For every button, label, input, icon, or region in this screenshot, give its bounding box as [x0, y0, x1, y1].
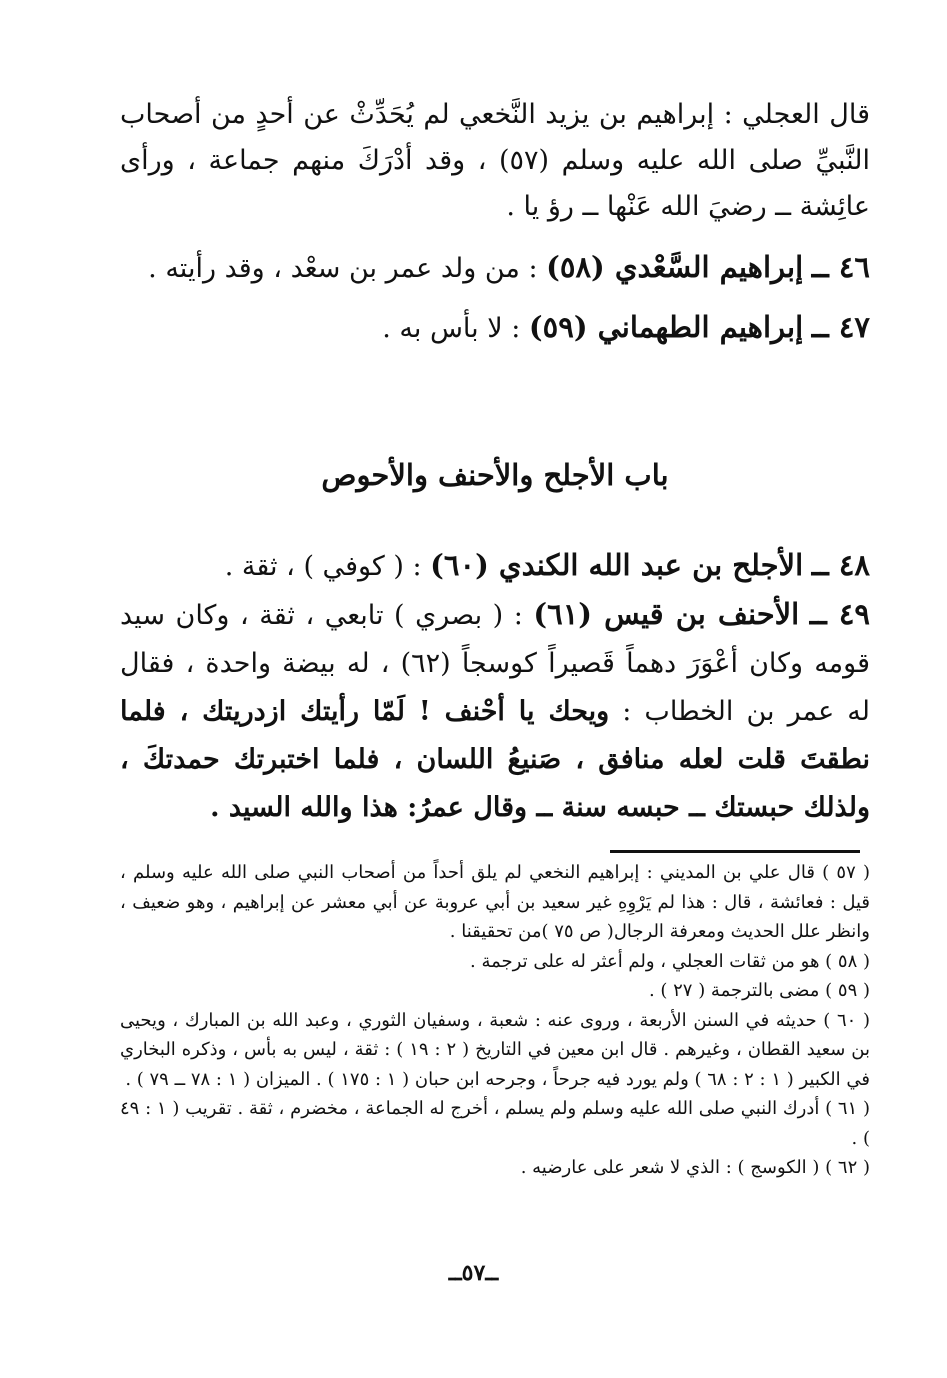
- entry-46: [120, 244, 870, 292]
- entry-48-name: الأجلح بن عبد الله الكندي (٦٠): [430, 548, 804, 582]
- entry-46-name: إبراهيم السَّعْدي (٥٨): [546, 250, 804, 284]
- entry-49-number: ٤٩ ــ: [809, 597, 870, 631]
- opening-paragraph: قال العجلي : إبراهيم بن يزيد النَّخعي لم يُحَدِّثْ عن أحدٍ من أصحاب النَّبيِّ صلى الله عليه وسلم (٥٧) ، وقد أدْرَكَ منهم جماعة ، ورأى عائِشة ــ رضيَ الله عَنْها ــ رؤ يا .: [120, 99, 871, 222]
- entry-46-description: : من ولد عمر بن سعْد ، وقد رأيته .: [148, 253, 538, 284]
- entry-48-number: ٤٨ ــ: [811, 548, 870, 582]
- entry-49: [120, 590, 870, 832]
- entry-47: [120, 304, 870, 352]
- footnote-60: ( ٦٠ ) حديثه في السنن الأربعة ، وروى عنه : شعبة ، وسفيان الثوري ، وعبد الله بن المبارك ، ويحيى بن سعيد القطان ، وغيرهم . قال ابن معين في التاريخ ( ٢ : ١٩ ) : ثقة ، ليس به بأس ، وذكره البخاري في الكبير ( ١ : ٢ : ٦٨ ) ولم يورد فيه جرحاً ، وجرحه ابن حبان ( ١ : ١٧٥ ) . الميزان ( ١ : ٧٨ ــ ٧٩ ) .: [120, 1009, 871, 1090]
- page-number: ــ٥٧ــ: [448, 1260, 499, 1286]
- footnote-57: ( ٥٧ ) قال علي بن المديني : إبراهيم النخعي لم يلق أحداً من أصحاب النبي صلى الله عليه وسلم ، قيل : فعائشة ، قال : هذا لم يَرْوِهِ غير سعيد بن أبي عروبة عن أبي معشر عن إبراهيم ، وهو ضعيف ، وانظر علل الحديث ومعرفة الرجال( ص ٧٥ )من تحقيقنا .: [120, 862, 870, 942]
- footnote-62: ( ٦٢ ) ( الكوسج ) : الذي لا شعر على عارضيه .: [520, 1157, 870, 1178]
- entry-49-text-a: : ( بصري ) تابعي ، ثقة ، وكان سيد قومه وكان أعْوَرَ دهماً قَصيراً كوسجاً (٦٢) ، له بيضة واحدة ، فقال له عمر بن الخطاب :: [120, 600, 870, 727]
- section-title: باب الأجلح والأحنف والأحوص: [321, 458, 669, 492]
- entry-47-description: : لا بأس به .: [382, 313, 521, 344]
- entry-47-name: إبراهيم الطهماني (٥٩): [528, 310, 804, 344]
- entry-48: [120, 542, 870, 590]
- entry-46-number: ٤٦ ــ: [811, 250, 870, 284]
- footnote-59: ( ٥٩ ) مضى بالترجمة ( ٢٧ ) .: [648, 980, 870, 1001]
- entry-48-description: : ( كوفي ) ، ثقة .: [224, 551, 422, 582]
- footnote-divider: [610, 850, 860, 853]
- footnotes-list: [120, 858, 870, 1183]
- footnote-61: ( ٦١ ) أدرك النبي صلى الله عليه وسلم ولم يسلم ، أخرج له الجماعة ، مخضرم ، ثقة . تقريب ( ١ : ٤٩ ) .: [120, 1098, 870, 1149]
- entry-47-number: ٤٧ ــ: [811, 310, 870, 344]
- entry-49-text-b: ويحك يا أحْنف ! لَمّا رأيتك ازدريتك ، فلما نطقتَ قلت لعله منافق ، صَنيعُ اللسان ، فلما اختبرتك حمدتكَ ، ولذلك حبستك ــ حبسه سنة ــ وقال عمرُ: هذا والله السيد .: [120, 696, 870, 823]
- footnote-58: ( ٥٨ ) هو من ثقات العجلي ، ولم أعثر له على ترجمة .: [470, 950, 870, 972]
- entry-49-name: الأحنف بن قيس (٦١): [533, 597, 800, 631]
